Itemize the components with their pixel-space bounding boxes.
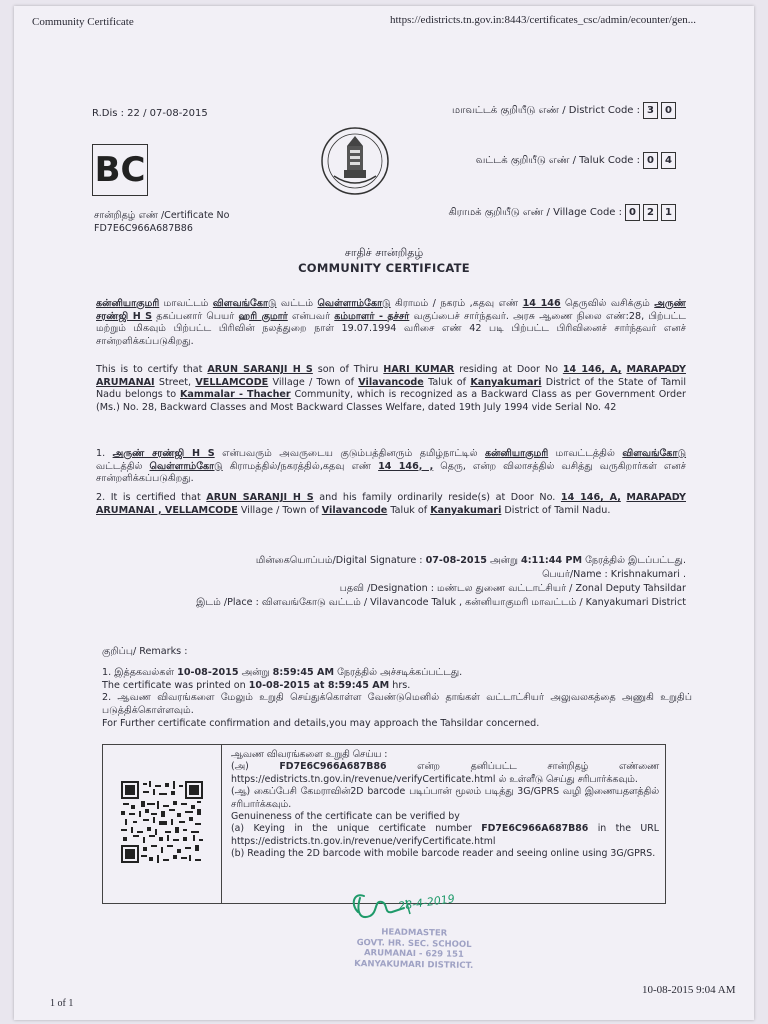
intro-english: This is to certify that ARUN SARANJI H S son of Thiru HARI KUMAR residing at Door No 14 146, A, MARAPADY ARUMANAI Street, VELLAMCODE Village / Town of Vilavancode Taluk of Kanyakumari District of the State of Tamil Nadu belongs to Kammalar - Thacher Community, which is recognized as a Backward Class as per Government Order (Ms.) No. 28, Backward Classes and Most Backward Classes Welfare, dated 19th July 1994 vide Serial No. 42	[96, 364, 687, 413]
page-number: 1 of 1	[50, 998, 74, 1009]
verification-box	[102, 744, 666, 904]
code-digit: 2	[643, 204, 658, 221]
tn-emblem-icon	[320, 126, 390, 196]
title-english: COMMUNITY CERTIFICATE	[298, 261, 470, 275]
school-seal: HEADMASTER GOVT. HR. SEC. SCHOOL ARUMANAI - 629 151 KANYAKUMARI DISTRICT.	[354, 927, 474, 971]
qr-cell	[103, 745, 222, 903]
category-badge: BC	[92, 144, 148, 196]
certificate-number: சான்றிதழ் எண் /Certificate No FD7E6C966A687B86	[94, 210, 230, 234]
digital-signature-block: மின்கையொப்பம்/Digital Signature : 07-08-2015 அன்று 4:11:44 PM நேரத்தில் இடப்பட்டது. பெயர்/Name : Krishnakumari . பதவி /Designation : மண்டல துணை வட்டாட்சியர் / Zonal Deputy Tahsildar இடம் /Place : விளவங்கோடு வட்டம் / Vilavancode Taluk , கன்னியாகுமரி மாவட்டம் / Kanyakumari District	[196, 555, 686, 608]
print-timestamp: 10-08-2015 9:04 AM	[642, 984, 736, 996]
handwritten-date: 28-4-2019	[397, 892, 456, 913]
taluk-code: வட்டக் குறியீடு எண் / Taluk Code : 0 4	[476, 152, 676, 169]
qr-code-icon	[121, 781, 203, 863]
print-header-title: Community Certificate	[32, 16, 134, 28]
rdis-reference: R.Dis : 22 / 07-08-2015	[92, 108, 208, 119]
code-digit: 0	[661, 102, 676, 119]
code-digit: 0	[625, 204, 640, 221]
print-header-url: https://edistricts.tn.gov.in:8443/certificates_csc/admin/ecounter/gen...	[390, 14, 696, 26]
certificate-page	[14, 6, 754, 1020]
code-digit: 4	[661, 152, 676, 169]
title-tamil: சாதிச் சான்றிதழ்	[344, 246, 424, 259]
residence-english: 2. It is certified that ARUN SARANJI H S and his family ordinarily reside(s) at Door No. 14 146, A, MARAPADY ARUMANAI , VELLAMCODE Village / Town of Vilavancode Taluk of Kanyakumari District of Tamil Nadu.	[96, 492, 686, 516]
remarks-block: குறிப்பு/ Remarks : 1. இத்தகவல்கள் 10-08-2015 அன்று 8:59:45 AM நேரத்தில் அச்சடிக்கப்பட்டது. The certificate was printed on 10-08-2015 at 8:59:45 AM hrs. 2. ஆவண விவரங்களை மேலும் உறுதி செய்துக்கொள்ள வேண்டுமெனில் தாங்கள் வட்டாட்சியர் அலுவலகத்தை அணுகி உறுதிப் படுத்திக்கொள்ளவும். For Further certificate confirmation and details,you may approach the Tahsildar concerned.	[102, 646, 692, 729]
village-code: கிராமக் குறியீடு எண் / Village Code : 0 2 1	[449, 204, 676, 221]
intro-tamil: கன்னியாகுமரி மாவட்டம் விளவங்கோடு வட்டம் வெள்ளாம்கோடு கிராமம் / நகரம் ,கதவு எண் 14 146 தெருவில் வசிக்கும் அருண் சரண்ஜி H S தகப்பனார் பெயர் ஹரி குமார் என்பவர் கம்மாளர் - தச்சர் வகுப்பைச் சார்ந்தவர். அரசு ஆணை நிலை எண்:28, பிற்பட்ட மற்றும் மிகவும் பிற்பட்ட பிரிவின் நலத்துறை நாள் 19.07.1994 வரிசை எண் 42 படி பிற்பட்ட பிரிவினைச் சார்ந்தவர் எனச் சான்றளிக்கப்படுகிறது.	[96, 298, 686, 347]
code-digit: 1	[661, 204, 676, 221]
district-code: மாவட்டக் குறியீடு எண் / District Code : 3 0	[452, 102, 676, 119]
code-digit: 0	[643, 152, 658, 169]
residence-tamil: 1. அருண் சரண்ஜி H S என்பவரும் அவருடைய குடும்பத்தினரும் தமிழ்நாட்டில் கன்னியாகுமரி மாவட்டத்தில் விளவங்கோடு வட்டத்தில் வெள்ளாம்கோடு கிராமத்தில்/நகரத்தில்,கதவு எண் 14 146, , தெரு, என்ற விலாசத்தில் வசித்து வருகிறார்கள் எனச் சான்றளிக்கப்படுகிறது.	[96, 448, 687, 485]
code-digit: 3	[643, 102, 658, 119]
verification-text: ஆவண விவரங்களை உறுதி செய்ய : (அ) FD7E6C966A687B86 என்ற தனிப்பட்ட சான்றிதழ் எண்ணை https://edistricts.tn.gov.in/revenue/verifyCertificate.html ல் உள்ளீடு செய்து சரிபார்க்கவும். (ஆ) கைப்பேசி கேமராவின்2D barcode படிப்பான் மூலம் படித்து 3G/GPRS வழி இணையதளத்தில் சரிபார்க்கவும். Genuineness of the certificate can be verified by (a) Keying in the unique certificate number FD7E6C966A687B86 in the URL https://edistricts.tn.gov.in/revenue/verifyCertificate.html (b) Reading the 2D barcode with mobile barcode reader and seeing online using 3G/GPRS.	[231, 749, 659, 860]
